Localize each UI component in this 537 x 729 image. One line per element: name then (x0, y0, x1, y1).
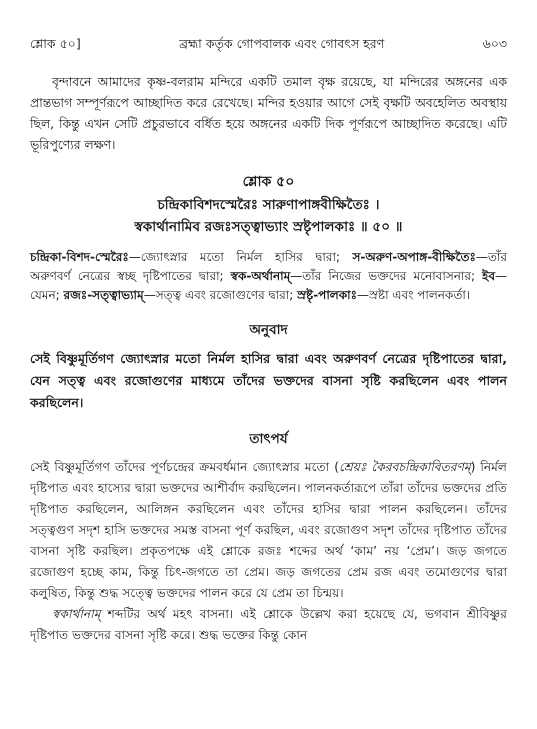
synonym-term: স-অরুণ-অপাঙ্গ-বীক্ষিতৈঃ (352, 250, 476, 264)
synonym-term: রজঃ-সত্ত্বাভ্যাম্ (63, 288, 144, 302)
header-chapter-title: ব্রহ্মা কর্তৃক গোপবালক এবং গোবৎস হরণ (179, 36, 385, 51)
purport-sanskrit-term: স্বকার্থানাম্ (52, 607, 101, 621)
synonym-meaning: —তাঁর নিজের ভক্তদের মনোবাসনার; (290, 269, 483, 283)
synonym-meaning: —স্রষ্টা এবং পালনকর্তা। (357, 288, 471, 302)
synonyms-paragraph (30, 248, 507, 305)
verse-line-1: চন্দ্রিকাবিশদস্মেরৈঃ সারুণাপাঙ্গবীক্ষিতৈঃ । (157, 197, 380, 213)
header-verse-ref: শ্লোক ৫০] (30, 36, 81, 51)
purport-paragraph-2 (30, 604, 507, 646)
purport-heading: তাৎপর্য (249, 431, 288, 447)
synonym-term: স্রষ্টৃ-পালকাঃ (297, 288, 358, 302)
synonym-term: ইব (482, 269, 496, 283)
purport-text: ) নির্মল দৃষ্টিপাত এবং হাস্যের দ্বারা ভক্তদের আশীর্বাদ করছিলেন। পালনকর্তারূপে তাঁরা তাঁদের ভক্তদের প্রতি দৃষ্টিপাত করছিলেন, আলিঙ্গন করছিলেন এবং তাঁদের হাসির দ্বারা পালন করছিলেন। তাঁদের সত্ত্বগুণ সদৃশ হাসি ভক্তদের সমস্ত বাসনা পূর্ণ করছিল, এবং রজোগুণ সদৃশ তাঁদের দৃষ্টিপাত তাঁদের বাসনা সৃষ্টি করছিল। প্রকৃতপক্ষে এই শ্লোকে রজঃ শব্দের অর্থ ‘কাম’ নয় ‘প্রেম’। জড় জগতে রজোগুণ হচ্ছে কাম, কিন্তু চিৎ-জগতে তা প্রেম। জড় জগতের প্রেম রজ এবং তমোগুণের দ্বারা কলুষিত, কিন্তু শুদ্ধ সত্ত্বে ভক্তদের পালন করে যে প্রেম তা চিন্ময়। (30, 460, 507, 600)
running-header (30, 36, 507, 56)
synonym-term: চন্দ্রিকা-বিশদ-স্মেরৈঃ (30, 250, 129, 264)
synonym-meaning: —জ্যোৎস্নার মতো নির্মল হাসির দ্বারা; (128, 250, 353, 264)
intro-paragraph: বৃন্দাবনে আমাদের কৃষ্ণ-বলরাম মন্দিরে একটি তমাল বৃক্ষ রয়েছে, যা মন্দিরের অঙ্গনের এক প্রান্তভাগ সম্পূর্ণরূপে আচ্ছাদিত করে রেখেছে। মন্দির হওয়ার আগে সেই বৃক্ষটি অবহেলিত অবস্থায় ছিল, কিন্তু এখন সেটি প্রচুরভাবে বর্ধিত হয়ে অঙ্গনের একটি দিক পূর্ণরূপে আচ্ছাদিত করেছে। এটি ভূরিপুণ্যের লক্ষণ। (30, 75, 507, 152)
verse-line-2: স্বকার্থানামিব রজঃসত্ত্বাভ্যাং স্রষ্টৃপালকাঃ ॥ ৫০ ॥ (134, 219, 403, 235)
synonym-term: স্বক-অর্থানাম্ (230, 269, 291, 283)
synonym-meaning: —তাঁর অরুণবর্ণ নেত্রের স্বচ্ছ দৃষ্টিপাতের দ্বারা; (30, 250, 507, 283)
verse-number: শ্লোক ৫০ (242, 174, 295, 190)
synonym-meaning: —সত্ত্ব এবং রজোগুণের দ্বারা; (143, 288, 298, 302)
translation-text: সেই বিষ্ণুমূর্তিগণ জ্যোৎস্নার মতো নির্মল হাসির দ্বারা এবং অরুণবর্ণ নেত্রের দৃষ্টিপাতের দ্বারা, যেন সত্ত্ব এবং রজোগুণের মাধ্যমে তাঁদের ভক্তদের বাসনা সৃষ্টি করছিলেন এবং পালন করছিলেন। (30, 351, 507, 410)
purport-text: শব্দটির অর্থ মহৎ বাসনা। এই শ্লোকে উল্লেখ করা হয়েছে যে, ভগবান শ্রীবিষ্ণুর দৃষ্টিপাত ভক্তদের বাসনা সৃষ্টি করে। শুদ্ধ ভক্তের কিন্তু কোন (30, 607, 507, 642)
header-page-number: ৬০৩ (482, 36, 507, 51)
purport-text: সেই বিষ্ণুমূর্তিগণ তাঁদের পূর্ণচন্দ্রের ক্রমবর্ধমান জ্যোৎস্নার মতো ( (30, 460, 339, 474)
purport-sanskrit-quote: শ্রেয়ঃ কৈরবচন্দ্রিকাবিতরণম্ (338, 460, 471, 474)
purport-paragraph-1 (30, 457, 507, 604)
translation-heading: অনুবাদ (249, 322, 288, 338)
synonym-meaning: —যেমন; (30, 269, 508, 302)
